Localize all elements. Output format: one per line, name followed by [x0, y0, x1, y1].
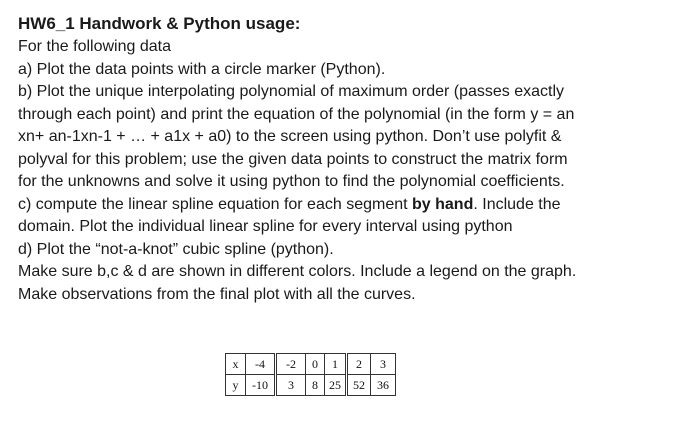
- table-row-y: [226, 375, 396, 396]
- table-cell: 2: [347, 354, 371, 375]
- text-line: xn+ an-1xn-1 + … + a1x + a0) to the screen using python. Don’t use polyfit &: [18, 128, 562, 145]
- text-line: polyval for this problem; use the given data points to construct the matrix form: [18, 150, 568, 168]
- row-label-y: y: [226, 375, 246, 396]
- table-row-x: [226, 354, 396, 375]
- table-cell: 1: [325, 354, 347, 375]
- table-cell: 25: [325, 375, 347, 396]
- text-line: b) Plot the unique interpolating polynomial of maximum order (passes exactly: [18, 83, 565, 100]
- table-cell: 3: [276, 375, 306, 396]
- row-label-x: x: [226, 354, 246, 375]
- table-cell: 8: [306, 375, 325, 396]
- table-cell: -2: [276, 354, 306, 375]
- text-segment: c) compute the linear spline equation for each segment: [18, 195, 413, 213]
- text-line-c: [18, 194, 688, 217]
- bold-text: by hand: [412, 195, 474, 213]
- document-body: [18, 12, 688, 306]
- table-cell: -10: [246, 375, 276, 396]
- text-line: d) Plot the “not-a-knot” cubic spline (python).: [18, 240, 334, 258]
- table-cell: 36: [371, 375, 396, 396]
- text-line: a) Plot the data points with a circle marker (Python).: [18, 60, 386, 78]
- table-cell: -4: [246, 354, 276, 375]
- table-cell: 52: [347, 375, 371, 396]
- text-line: for the unknowns and solve it using python to find the polynomial coefficients.: [18, 173, 565, 190]
- text-line: For the following data: [18, 38, 171, 55]
- data-table: [225, 353, 396, 396]
- text-line: through each point) and print the equation of the polynomial (in the form y = an: [18, 105, 575, 123]
- text-line: Make sure b,c & d are shown in different colors. Include a legend on the graph.: [18, 263, 577, 280]
- text-line: domain. Plot the individual linear spline for every interval using python: [18, 218, 513, 235]
- text-segment: . Include the: [473, 195, 561, 213]
- text-line: Make observations from the final plot with all the curves.: [18, 285, 416, 303]
- table-cell: 0: [306, 354, 325, 375]
- table-cell: 3: [371, 354, 396, 375]
- document-title: HW6_1 Handwork & Python usage:: [18, 14, 301, 33]
